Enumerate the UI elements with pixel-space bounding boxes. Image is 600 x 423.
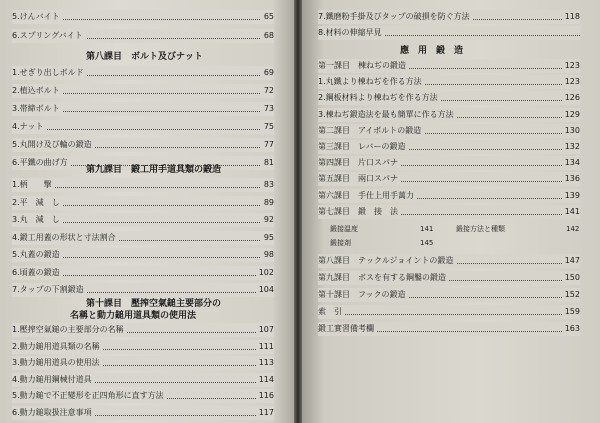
toc-entry-page: 132 [562,140,580,154]
toc-entry [12,406,274,420]
toc-entry-label: 1.丸鐵より棟ねぢを作る方法 [318,75,425,89]
toc-entry-label: 第二課目 アイボルトの鍛造 [318,124,424,138]
toc-entry-page: 118 [562,10,580,24]
toc-entry [318,205,580,219]
toc-entry-label: 8.材料の伸縮早見 [318,26,385,40]
toc-entry-label: 3.動力鎚用道具の使用法 [12,356,103,370]
section-heading: 應 用 鍛 造 [400,46,464,56]
toc-entry-page: 65 [261,10,274,24]
toc-entry [318,75,580,89]
toc-entry-page: 72 [261,84,274,98]
toc-entry-label: 第四課目 片口スパナ [318,156,401,170]
toc-entry-page: 123 [562,59,580,73]
toc-entry-page: 123 [562,75,580,89]
toc-entry-page: 75 [261,120,274,134]
toc-entry [12,178,274,192]
toc-entry [12,283,274,297]
toc-entry [318,271,580,285]
toc-entry-label: 5.動力鎚で不正變形を正四角形に直す方法 [12,389,167,403]
toc-entry-page: 139 [562,189,580,203]
toc-entry-page: 114 [256,373,274,387]
toc-entry-label: 3.棟ねぢ鍛造法を最も簡單に作る方法 [318,108,457,122]
toc-entry-label: 5.けんバイト [12,10,63,24]
toc-entry [12,138,274,152]
toc-entry-label: 2.平 減 し [12,196,63,210]
toc-subentry-page: 141 [420,225,434,233]
toc-entry [318,108,580,122]
toc-entry [12,389,274,403]
toc-entry [12,231,274,245]
toc-entry-page: 83 [261,178,274,192]
toc-entry-page: 147 [562,254,580,268]
toc-entry-label: 鍛工實習備考欄 [318,322,377,336]
toc-entry [12,248,274,262]
toc-entry-label: 3.帯締ボルト [12,102,63,116]
toc-entry-page: 69 [261,66,274,80]
toc-entry-label: 3.丸 減 し [12,213,63,227]
toc-entry [12,323,274,337]
toc-entry-label: 第七課目 鍛 接 法 [318,205,401,219]
toc-entry-label: 第三課目 レバーの鍛造 [318,140,408,154]
toc-entry-label: 6.動力鎚取扱注意事項 [12,406,95,420]
toc-entry-label: 4.ナット [12,120,46,134]
toc-entry-label: 4.鍛工用蓋の形状と寸法割合 [12,231,119,245]
toc-entry-page: 81 [261,156,274,170]
book-gutter [294,0,302,423]
toc-entry [318,10,580,24]
toc-entry-page: 129 [562,108,580,122]
toc-entry [12,340,274,354]
toc-entry-page: 73 [261,102,274,116]
toc-entry-page: 95 [261,231,274,245]
toc-entry-label: 1.柄 撃 [12,178,55,192]
toc-entry-page: 150 [562,271,580,285]
toc-entry [12,120,274,134]
toc-subentry-label: 鍛接温度 [330,225,358,233]
toc-entry [318,254,580,268]
toc-entry [318,156,580,170]
toc-entry-page: 130 [562,124,580,138]
toc-entry-label: 7.鐵磨粉手掛及びタップの破損を防ぐ方法 [318,10,473,24]
toc-entry-page: 107 [256,323,274,337]
section-heading: 第九課目 鍛工用手道具類の鍛造 [86,165,222,175]
toc-entry-label: 第六課目 手仕上用手萬力 [318,189,417,203]
toc-entry-page: 116 [256,389,274,403]
toc-subentry-label: 鍛接剤 [330,239,351,247]
toc-entry [318,172,580,186]
toc-entry [12,373,274,387]
toc-entry [12,213,274,227]
toc-entry [12,29,274,43]
toc-entry [12,66,274,80]
toc-entry-page: 152 [562,288,580,302]
toc-entry-label: 6.スプリングバイト [12,29,86,43]
toc-entry-label: 4.動力鎚用鋼械付道具 [12,373,95,387]
toc-entry-label: 6.頃蓋の鍛造 [12,266,63,280]
toc-entry [318,322,580,336]
toc-entry-page: 92 [261,213,274,227]
toc-entry [12,10,274,24]
toc-entry [318,26,580,40]
toc-entry-label: 第九課目 ボスを有する鋼鑿の鍛造 [318,271,449,285]
toc-entry [12,196,274,210]
toc-entry [318,305,580,319]
toc-entry-page: 104 [256,283,274,297]
toc-entry-label: 第十課目 フックの鍛造 [318,288,408,302]
toc-entry-page: 159 [562,305,580,319]
toc-entry-label: 第八課目 テックルジョイントの鍛造 [318,254,456,268]
toc-entry-label: 第一課目 棟ねぢの鍛造 [318,59,409,73]
toc-entry-page: 68 [261,29,274,43]
toc-entry-label: 5.丸開け及び輪の鍛造 [12,138,95,152]
toc-entry-page: 89 [261,196,274,210]
toc-entry-page: 111 [256,340,274,354]
toc-entry [318,140,580,154]
leader-dots [12,129,274,130]
toc-subentry-label: 鍛接方法と種類 [456,225,505,233]
toc-entry-label: 1.せぎり出しボルド [12,66,87,80]
toc-entry-label: 2.動力鎚用道具類の名稱 [12,340,103,354]
toc-entry-label: 2.植込ボルト [12,84,63,98]
leader-dots [318,314,580,315]
toc-entry [318,91,580,105]
toc-entry-page: 136 [562,172,580,186]
toc-subentry-page: 142 [566,225,580,233]
section-heading: 第八課目 ボルト及びナット [86,52,203,62]
toc-entry-label: 7.タップの下割鍛造 [12,283,87,297]
toc-entry-page: 117 [256,406,274,420]
toc-entry-page: 77 [261,138,274,152]
toc-entry [318,288,580,302]
toc-entry-page: 113 [256,356,274,370]
section-heading: 第十課目 壓搾空氣鎚主要部分の [86,299,222,309]
toc-entry-label: 1.壓搾空氣鎚の主要部分の名稱 [12,323,127,337]
toc-entry-label: 第五課目 兩口スパナ [318,172,401,186]
toc-entry-label: 2.鋼板材料より棟ねぢを作る方法 [318,91,441,105]
toc-entry [318,59,580,73]
section-heading: 名稱と動力鎚用道具類の使用法 [70,311,197,321]
toc-entry [318,124,580,138]
toc-entry-page: 102 [256,266,274,280]
toc-entry-page: 141 [562,205,580,219]
toc-entry [12,266,274,280]
toc-entry [12,102,274,116]
toc-entry [12,84,274,98]
toc-entry-page: 163 [562,322,580,336]
toc-entry-page: 126 [562,91,580,105]
toc-entry [318,189,580,203]
toc-entry-page: 98 [261,248,274,262]
toc-entry-page: 134 [562,156,580,170]
toc-entry-label: 6.平鐵の曲げ方 [12,156,71,170]
toc-subentry-page: 145 [420,239,434,247]
toc-entry-label: 5.丸蓋の鍛造 [12,248,63,262]
toc-entry-label: 索 引 [318,305,345,319]
toc-entry [12,356,274,370]
